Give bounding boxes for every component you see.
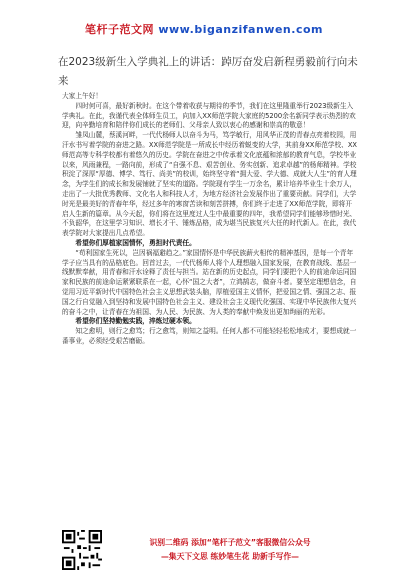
paragraph: 雏凤山麓，蔡溪河畔，一代代杨师人以奋斗为马，笃学敏行，用风华正茂的青春点亮着校园，用汗水书写着学院的奋进之路。XX师范学院是一所成长中经历着蜕变的大学，其前身XX师范学校、XX师范高等专科学校都有着悠久的历史。学院在奋进之中传承着文化底蕴和浓郁的教育气息，学校毕业以来，风雨兼程，一路向前，形成了“自强不息、艰苦创业、务实创新、追求卓越”的杨师精神。学校积淀了深厚“厚德、博学、笃行、尚美”的校训，始终坚守着“拥大爱、学大德、成就大人生”的育人理念，为学生们的成长和发展铺就了坚实的道路。学院现有学生一万余名，累计培养毕业生十余万人，走出了一大批优秀教师、文化名人和科技人才，为地方经济社会发展作出了重要贡献。同学们，大学时光是最美好的青春年华，经过多年的寒窗苦读和刻苦拼搏，你们终于走进了XX师范学院，即将开启人生新的篇章。从今天起，你们将在这里度过人生中最重要的四年，我希望同学们能够珍惜时光、不负韶华，在这里学习知识、增长才干、锤炼品格，成为堪当民族复兴大任的时代新人。在此，我代表学院对大家提出几点希望。 <box>62 131 357 238</box>
qr-code-icon[interactable] <box>62 530 102 570</box>
footer-line-1: 识别二维码 添加“笔杆子范文”客服微信公众号 <box>149 538 311 547</box>
brand-logo-text[interactable] <box>85 23 323 36</box>
document-title: 在2023级新生入学典礼上的讲话：踔厉奋发启新程勇毅前行向未来 <box>58 56 358 87</box>
document-body <box>62 92 358 347</box>
site-header <box>0 18 408 37</box>
document-footer <box>0 530 408 580</box>
section-heading: 希望你们坚持勤勉实践，淬炼过硬本领。 <box>75 317 196 326</box>
footer-line-2: —集天下文思 练妙笔生花 助新手写作— <box>161 552 299 561</box>
greeting: 大家上午好！ <box>62 92 103 100</box>
footer-promo <box>110 536 350 564</box>
brand-url[interactable]: www.biganzifanwen.com <box>158 23 323 36</box>
brand-name: 笔杆子范文网 <box>85 23 155 36</box>
paragraph: 四时何可喜，最好新秋时。在这个带着收获与期待的季节，我们在这里隆重举行2023级新生入学典礼。在此，我谨代表全体师生员工，向加入XX师范学院大家庭的5200余名新同学表示热烈的欢迎，向辛勤培育和陪伴你们成长的老师们、父母亲人致以衷心的感谢和崇高的敬意！ <box>62 101 356 130</box>
paragraph: “苟利国家生死以，岂因祸福避趋之。”家国情怀是中华民族薪火相传的精神基因，是每一个青年学子应当具有的品格底色。回首过去，一代代杨师人将个人理想融入国家发展，在教育战线、基层一线默默奉献，用青春和汗水诠释了责任与担当。站在新的历史起点，同学们要把个人的前途命运同国家和民族的前途命运紧紧联系在一起，心怀“国之大者”，立鸿鹄志，做奋斗者。要坚定理想信念，自觉用习近平新时代中国特色社会主义思想武装头脑，厚植爱国主义情怀，把爱国之情、强国之志、报国之行自觉融入到坚持和发展中国特色社会主义、建设社会主义现代化强国、实现中华民族伟大复兴的奋斗之中，让青春在为祖国、为人民、为民族、为人类的奉献中焕发出更加绚丽的光彩。 <box>62 248 357 316</box>
paragraph: 知之愈明，则行之愈笃；行之愈笃，则知之益明。任何人都不可能轻轻松松地成才，要想成就一番事业，必须经受艰苦磨砺。 <box>62 327 357 345</box>
section-heading: 希望你们厚植家国情怀，勇担时代责任。 <box>75 238 196 247</box>
